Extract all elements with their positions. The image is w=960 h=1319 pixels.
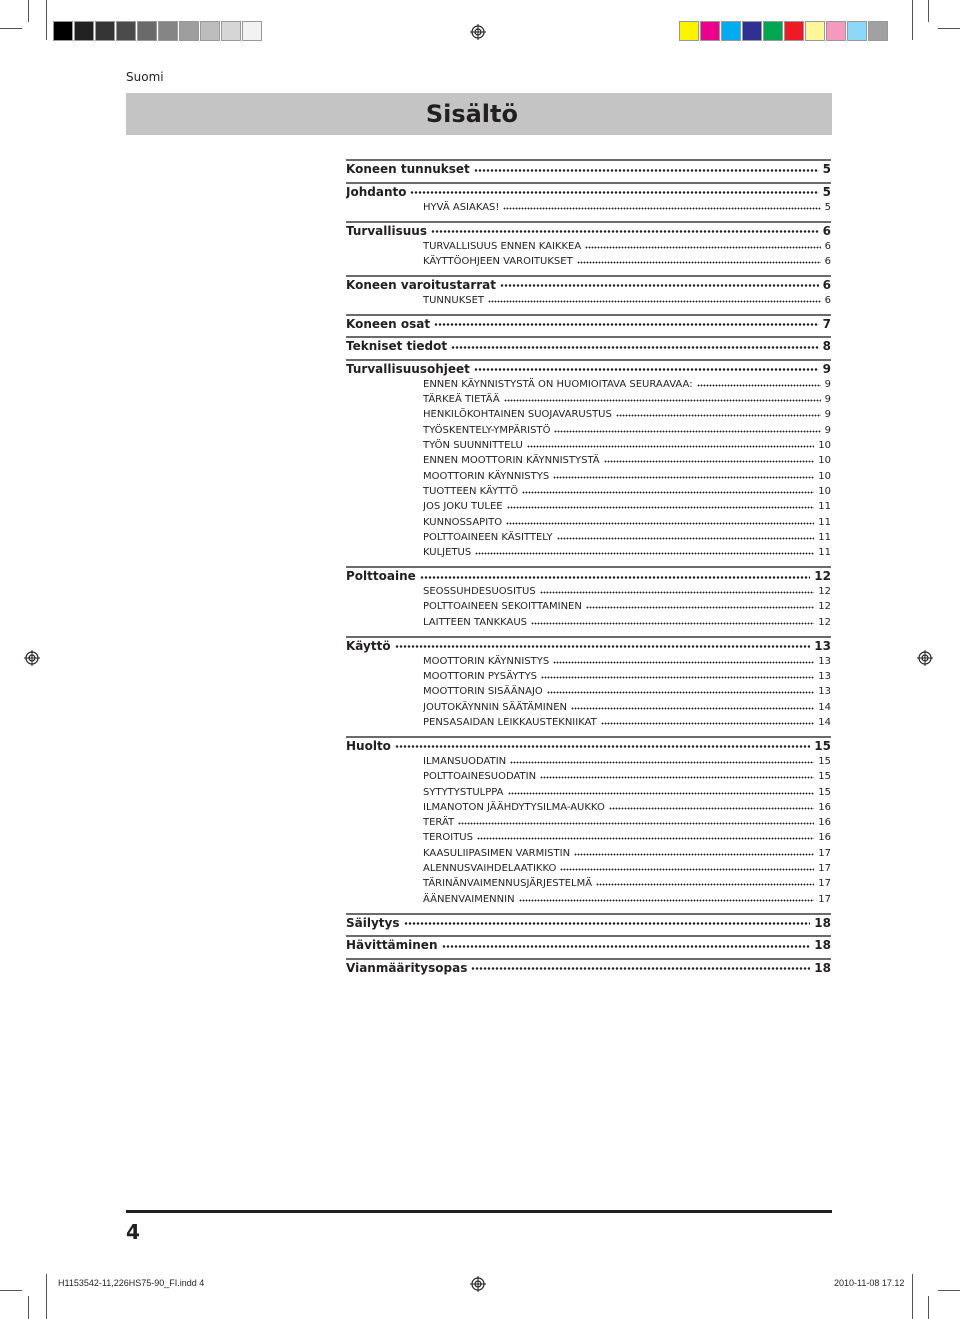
- color-swatch: [868, 21, 888, 41]
- toc-entry-title: MOOTTORIN KÄYNNISTYS: [423, 655, 550, 667]
- toc-entry-title: TURVALLISUUS ENNEN KAIKKEA: [423, 240, 582, 252]
- color-swatch: [742, 21, 762, 41]
- toc-entry-page: 17: [818, 893, 831, 905]
- toc-section-entry: [423, 861, 831, 876]
- toc-chapter-entry: [346, 566, 831, 586]
- toc-entry-page: 9: [824, 378, 831, 390]
- dot-leader: [451, 346, 819, 349]
- toc-entry-page: 10: [818, 440, 831, 451]
- toc-entry-title: Käyttö: [346, 638, 391, 653]
- toc-section-entry: [423, 377, 831, 392]
- toc-entry-page: 13: [818, 686, 831, 698]
- title-bar: [126, 93, 832, 135]
- dot-leader: [519, 899, 815, 902]
- color-swatch: [805, 21, 825, 41]
- dot-leader: [616, 414, 821, 417]
- toc-entry-title: TÄRKEÄ TIETÄÄ: [423, 394, 500, 406]
- dot-leader: [553, 476, 814, 479]
- toc-entry-title: JOUTOKÄYNNIN SÄÄTÄMINEN: [423, 701, 567, 713]
- color-swatch-strip: [679, 21, 889, 43]
- color-swatch: [679, 21, 699, 41]
- toc-entry-title: TEROITUS: [423, 832, 473, 844]
- dot-leader: [508, 792, 815, 795]
- toc-entry-page: 15: [818, 786, 831, 798]
- toc-chapter-entry: [346, 935, 831, 955]
- color-swatch: [784, 21, 804, 41]
- toc-entry-title: TYÖSKENTELY-YMPÄRISTÖ: [423, 424, 551, 436]
- dot-leader: [571, 707, 814, 710]
- toc-entry-page: 15: [818, 771, 831, 783]
- toc-section-entry: [423, 615, 831, 630]
- color-swatch: [221, 21, 241, 41]
- color-swatch: [158, 21, 178, 41]
- dot-leader: [527, 445, 814, 448]
- dot-leader: [506, 522, 814, 525]
- toc-entry-page: 14: [818, 701, 831, 713]
- dot-leader: [503, 207, 820, 210]
- toc-section-entry: [423, 876, 831, 891]
- page-number: 4: [126, 1220, 140, 1244]
- toc-section-entry: [423, 654, 831, 669]
- toc-section-entry: [423, 584, 831, 599]
- toc-entry-title: HENKILÖKOHTAINEN SUOJAVARUSTUS: [423, 409, 612, 421]
- dot-leader: [531, 622, 814, 625]
- toc-chapter-entry: [346, 736, 831, 756]
- dot-leader: [585, 246, 820, 249]
- toc-entry-page: 17: [818, 847, 831, 859]
- registration-mark-icon: [24, 650, 40, 666]
- toc-entry-page: 9: [822, 361, 831, 376]
- toc-entry-title: POLTTOAINEEN KÄSITTELY: [423, 531, 553, 543]
- toc-entry-page: 14: [818, 716, 831, 728]
- dot-leader: [540, 591, 815, 594]
- toc-entry-page: 11: [818, 516, 831, 528]
- toc-entry-title: ENNEN MOOTTORIN KÄYNNISTYSTÄ: [423, 455, 600, 467]
- toc-entry-page: 15: [818, 755, 831, 767]
- print-slug-file: H1153542-11,226HS75-90_FI.indd 4: [58, 1278, 205, 1288]
- toc-entry-title: JOS JOKU TULEE: [423, 501, 503, 513]
- dot-leader: [601, 722, 815, 725]
- page-title: Sisältö: [425, 100, 518, 128]
- toc-entry-page: 6: [822, 223, 831, 238]
- toc-entry-title: KUNNOSSAPITO: [423, 516, 503, 528]
- toc-section-entry: [423, 754, 831, 769]
- toc-entry-page: 7: [822, 316, 831, 331]
- toc-entry-page: 6: [824, 240, 831, 252]
- toc-entry-title: KULJETUS: [423, 547, 472, 559]
- toc-section-entry: [423, 254, 831, 269]
- toc-entry-page: 6: [822, 277, 831, 292]
- color-swatch: [700, 21, 720, 41]
- toc-section-entry: [423, 499, 831, 514]
- color-swatch: [137, 21, 157, 41]
- toc-entry-title: HYVÄ ASIAKAS!: [423, 201, 500, 213]
- toc-entry-title: KÄYTTÖOHJEEN VAROITUKSET: [423, 255, 573, 267]
- toc-entry-title: LAITTEEN TANKKAUS: [423, 616, 528, 628]
- dot-leader: [442, 945, 811, 948]
- toc-entry-title: ILMANOTON JÄÄHDYTYSILMA-AUKKO: [423, 801, 605, 813]
- toc-entry-title: ÄÄNENVAIMENNIN: [423, 893, 515, 905]
- color-swatch: [179, 21, 199, 41]
- crop-mark: [46, 1274, 47, 1319]
- dot-leader: [458, 822, 814, 825]
- toc-entry-title: Hävittäminen: [346, 938, 438, 953]
- toc-section-entry: [423, 545, 831, 560]
- toc-entry-title: SYTYTYSTULPPA: [423, 786, 504, 798]
- toc-entry-page: 12: [818, 601, 831, 613]
- toc-entry-title: Huolto: [346, 738, 391, 753]
- toc-section-entry: [423, 669, 831, 684]
- toc-entry-page: 16: [818, 801, 831, 813]
- toc-section-entry: [423, 892, 831, 907]
- toc-entry-title: POLTTOAINESUODATIN: [423, 771, 537, 783]
- toc-entry-page: 8: [822, 339, 831, 354]
- toc-section-entry: [423, 515, 831, 530]
- crop-mark: [28, 1296, 29, 1319]
- color-swatch: [847, 21, 867, 41]
- toc-entry-page: 11: [818, 531, 831, 543]
- dot-leader: [577, 261, 821, 264]
- toc-entry-title: Koneen varoitustarrat: [346, 277, 496, 292]
- registration-mark-icon: [470, 24, 486, 40]
- dot-leader: [697, 384, 821, 387]
- toc-entry-page: 13: [818, 671, 831, 682]
- toc-entry-title: MOOTTORIN SISÄÄNAJO: [423, 686, 543, 698]
- toc-entry-page: 10: [818, 470, 831, 482]
- toc-chapter-entry: [346, 159, 831, 179]
- toc-entry-page: 6: [824, 294, 831, 306]
- toc-section-entry: [423, 800, 831, 815]
- dot-leader: [477, 837, 814, 840]
- toc-chapter-entry: [346, 359, 831, 379]
- toc-chapter-entry: [346, 221, 831, 241]
- color-swatch: [826, 21, 846, 41]
- dot-leader: [474, 368, 819, 371]
- registration-mark-icon: [917, 650, 933, 666]
- toc-entry-page: 5: [824, 201, 831, 213]
- toc-entry-page: 9: [824, 394, 831, 406]
- color-swatch: [242, 21, 262, 41]
- toc-entry-page: 5: [822, 184, 831, 199]
- toc-entry-page: 13: [818, 655, 831, 667]
- toc-section-entry: [423, 785, 831, 800]
- color-swatch: [53, 21, 73, 41]
- toc-entry-page: 12: [818, 616, 831, 628]
- dot-leader: [541, 676, 814, 679]
- toc-section-entry: [423, 684, 831, 699]
- dot-leader: [586, 606, 814, 609]
- toc-section-entry: [423, 484, 831, 499]
- toc-entry-title: TERÄT: [423, 817, 455, 829]
- toc-entry-title: ENNEN KÄYNNISTYSTÄ ON HUOMIOITAVA SEURAAVAA:: [423, 378, 693, 390]
- gray-swatch-strip: [53, 21, 263, 43]
- footer-rule: [126, 1210, 832, 1213]
- toc-chapter-entry: [346, 314, 831, 334]
- toc-entry-title: Turvallisuus: [346, 223, 427, 238]
- toc-entry-title: Polttoaine: [346, 569, 416, 584]
- toc-entry-title: TUNNUKSET: [423, 294, 485, 306]
- toc-entry-title: Koneen osat: [346, 316, 431, 331]
- crop-mark: [0, 1290, 22, 1291]
- toc-section-entry: [423, 423, 831, 438]
- toc-section-entry: [423, 599, 831, 614]
- crop-mark: [912, 0, 913, 40]
- toc-entry-title: ILMANSUODATIN: [423, 755, 507, 767]
- dot-leader: [604, 460, 815, 463]
- dot-leader: [510, 761, 814, 764]
- toc-section-entry: [423, 846, 831, 861]
- toc-entry-page: 15: [814, 738, 831, 753]
- crop-mark: [938, 1290, 960, 1291]
- color-swatch: [95, 21, 115, 41]
- dot-leader: [471, 967, 810, 970]
- toc-entry-page: 10: [818, 455, 831, 467]
- toc-section-entry: [423, 392, 831, 407]
- toc-entry-title: TÄRINÄNVAIMENNUSJÄRJESTELMÄ: [423, 878, 593, 890]
- color-swatch: [763, 21, 783, 41]
- registration-mark-icon: [470, 1276, 486, 1292]
- toc-entry-page: 17: [818, 878, 831, 890]
- dot-leader: [540, 776, 814, 779]
- toc-entry-page: 17: [818, 863, 831, 874]
- toc-section-entry: [423, 239, 831, 254]
- dot-leader: [554, 430, 820, 433]
- dot-leader: [522, 491, 814, 494]
- dot-leader: [431, 230, 819, 233]
- toc-section-entry: [423, 830, 831, 845]
- color-swatch: [200, 21, 220, 41]
- toc-entry-page: 16: [818, 817, 831, 829]
- toc-chapter-entry: [346, 182, 831, 202]
- toc-entry-page: 5: [822, 162, 831, 176]
- dot-leader: [395, 745, 810, 748]
- toc-section-entry: [423, 200, 831, 215]
- toc-entry-page: 18: [814, 960, 831, 975]
- toc-entry-page: 16: [818, 832, 831, 844]
- toc-section-entry: [423, 530, 831, 545]
- toc-chapter-entry: [346, 636, 831, 656]
- toc-section-entry: [423, 453, 831, 468]
- dot-leader: [553, 661, 814, 664]
- toc-entry-page: 11: [818, 501, 831, 513]
- toc-entry-title: Vianmääritysopas: [346, 960, 468, 975]
- toc-entry-title: POLTTOAINEEN SEKOITTAMINEN: [423, 601, 582, 613]
- toc-section-entry: [423, 715, 831, 730]
- toc-entry-page: 9: [824, 424, 831, 436]
- crop-mark: [928, 0, 929, 22]
- toc-section-entry: [423, 438, 831, 453]
- toc-section-entry: [423, 293, 831, 308]
- dot-leader: [500, 284, 819, 287]
- toc-entry-page: 12: [818, 586, 831, 598]
- dot-leader: [488, 300, 821, 303]
- toc-entry-title: ALENNUSVAIHDELAATIKKO: [423, 863, 557, 874]
- crop-mark: [46, 0, 47, 40]
- crop-mark: [912, 1274, 913, 1319]
- color-swatch: [721, 21, 741, 41]
- crop-mark: [928, 1296, 929, 1319]
- toc-entry-page: 12: [814, 569, 831, 584]
- color-swatch: [116, 21, 136, 41]
- toc-entry-title: Säilytys: [346, 915, 400, 930]
- toc-section-entry: [423, 469, 831, 484]
- toc-entry-title: MOOTTORIN PYSÄYTYS: [423, 671, 538, 682]
- toc-entry-title: SEOSSUHDESUOSITUS: [423, 586, 536, 598]
- dot-leader: [404, 922, 811, 925]
- print-slug-date: 2010-11-08 17.12: [834, 1278, 905, 1288]
- dot-leader: [410, 191, 818, 194]
- dot-leader: [547, 691, 814, 694]
- dot-leader: [574, 853, 814, 856]
- toc-entry-title: Tekniset tiedot: [346, 339, 448, 354]
- crop-mark: [938, 28, 960, 29]
- toc-chapter-entry: [346, 913, 831, 933]
- toc-entry-page: 10: [818, 485, 831, 497]
- dot-leader: [420, 576, 811, 579]
- toc-entry-page: 13: [814, 638, 831, 653]
- toc-entry-title: PENSASAIDAN LEIKKAUSTEKNIIKAT: [423, 716, 597, 728]
- toc-section-entry: [423, 407, 831, 422]
- toc-chapter-entry: [346, 958, 831, 978]
- toc-entry-page: 9: [824, 409, 831, 421]
- dot-leader: [609, 807, 814, 810]
- dot-leader: [475, 552, 814, 555]
- toc-chapter-entry: [346, 275, 831, 295]
- toc-section-entry: [423, 700, 831, 715]
- dot-leader: [596, 883, 814, 886]
- toc-entry-page: 6: [824, 255, 831, 267]
- toc-entry-title: TYÖN SUUNNITTELU: [423, 440, 523, 451]
- toc-chapter-entry: [346, 336, 831, 356]
- dot-leader: [474, 169, 819, 172]
- color-swatch: [74, 21, 94, 41]
- dot-leader: [507, 506, 815, 509]
- dot-leader: [395, 645, 811, 648]
- toc-entry-title: Johdanto: [346, 184, 407, 199]
- toc-entry-title: MOOTTORIN KÄYNNISTYS: [423, 470, 550, 482]
- toc-entry-title: TUOTTEEN KÄYTTÖ: [423, 485, 519, 497]
- toc-entry-page: 18: [814, 915, 831, 930]
- toc-entry-page: 11: [818, 547, 831, 559]
- toc-section-entry: [423, 769, 831, 784]
- toc-section-entry: [423, 815, 831, 830]
- language-label: Suomi: [126, 70, 164, 84]
- dot-leader: [557, 537, 815, 540]
- toc-entry-title: Koneen tunnukset: [346, 162, 470, 176]
- toc-entry-title: KAASULIIPASIMEN VARMISTIN: [423, 847, 571, 859]
- crop-mark: [28, 0, 29, 22]
- dot-leader: [560, 868, 814, 871]
- crop-mark: [0, 28, 22, 29]
- dot-leader: [434, 323, 819, 326]
- dot-leader: [504, 399, 821, 402]
- toc-entry-title: Turvallisuusohjeet: [346, 361, 470, 376]
- toc-entry-page: 18: [814, 938, 831, 953]
